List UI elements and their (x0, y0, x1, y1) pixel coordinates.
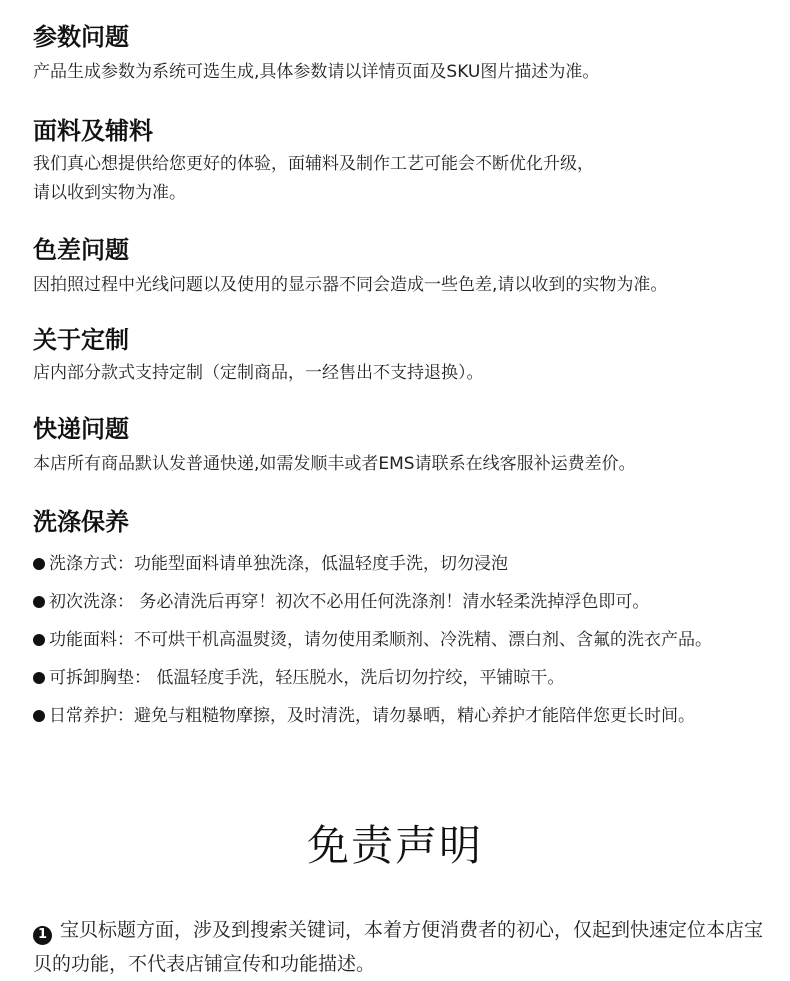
care-item-text: 功能面料：不可烘干机高温熨烫，请勿使用柔顺剂、冷洗精、漂白剂、含氟的洗衣产品。 (49, 630, 712, 650)
list-item (33, 545, 770, 583)
disclaimer-title: 免责声明 (306, 821, 483, 870)
section-custom (33, 325, 770, 388)
section-text: 请以收到实物为准。 (33, 183, 186, 203)
section-title: 参数问题 (33, 23, 129, 51)
care-list (33, 545, 770, 735)
section-shipping (33, 414, 770, 479)
section-text: 产品生成参数为系统可选生成,具体参数请以详情页面及SKU图片描述为准。 (33, 62, 600, 82)
bullet-icon (33, 672, 45, 684)
care-item-text: 可拆卸胸垫： 低温轻度手洗，轻压脱水，洗后切勿拧绞，平铺晾干。 (49, 668, 565, 688)
section-title: 洗涤保养 (33, 508, 129, 536)
list-item (33, 621, 770, 659)
bullet-icon (33, 558, 45, 570)
list-item (33, 697, 770, 735)
list-item (33, 659, 770, 697)
section-params (33, 22, 770, 87)
section-title: 快递问题 (33, 415, 129, 443)
disclaimer-text: 宝贝标题方面，涉及到搜索关键词，本着方便消费者的初心，仅起到快速定位本店宝贝的功能，不代表店铺宣传和功能描述。 (33, 919, 764, 975)
section-title: 关于定制 (33, 326, 129, 354)
bullet-icon (33, 710, 45, 722)
bullet-icon (33, 634, 45, 646)
section-text: 因拍照过程中光线问题以及使用的显示器不同会造成一些色差,请以收到的实物为准。 (33, 275, 668, 295)
care-item-text: 洗涤方式：功能型面料请单独洗涤，低温轻度手洗，切勿浸泡 (49, 554, 508, 574)
section-text: 店内部分款式支持定制（定制商品，一经售出不支持退换）。 (33, 363, 484, 383)
number-badge-icon: 1 (33, 926, 52, 945)
section-color (33, 235, 770, 300)
care-item-text: 日常养护：避免与粗糙物摩擦，及时清洗，请勿暴晒，精心养护才能陪伴您更长时间。 (49, 706, 695, 726)
disclaimer-item (33, 913, 770, 981)
list-item (33, 583, 770, 621)
section-care (33, 507, 770, 735)
section-title: 色差问题 (33, 236, 129, 264)
care-item-text: 初次洗涤： 务必清洗后再穿！初次不必用任何洗涤剂！清水轻柔洗掉浮色即可。 (49, 592, 650, 612)
section-title: 面料及辅料 (33, 117, 153, 145)
bullet-icon (33, 596, 45, 608)
section-text: 我们真心想提供给您更好的体验，面辅料及制作工艺可能会不断优化升级， (33, 154, 594, 174)
section-text: 本店所有商品默认发普通快递,如需发顺丰或者EMS请联系在线客服补运费差价。 (33, 454, 636, 474)
section-fabric (33, 116, 770, 208)
